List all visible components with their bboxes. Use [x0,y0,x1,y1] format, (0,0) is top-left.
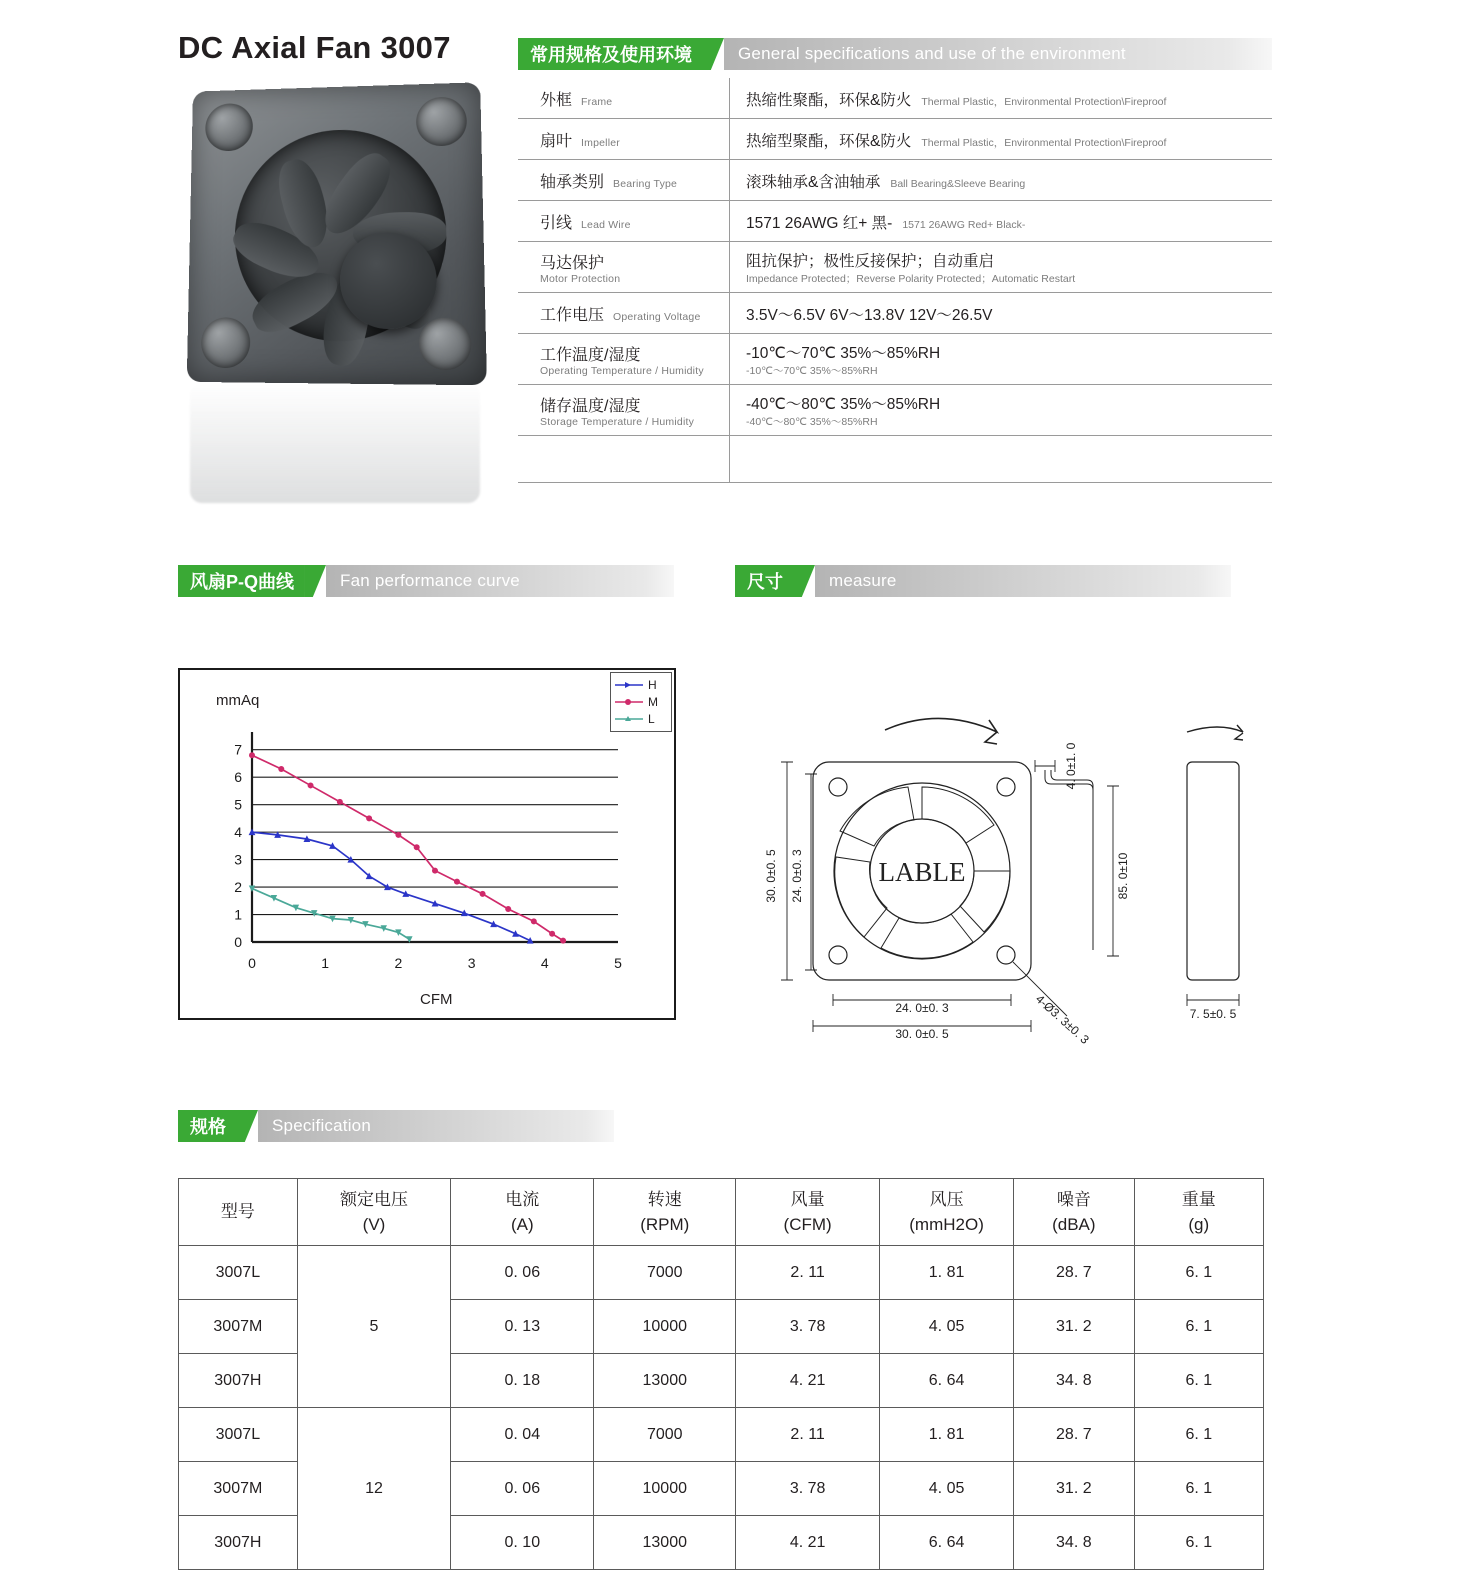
legend-label-m: M [648,695,658,709]
header-noise-cn: 噪音 [1056,1189,1091,1209]
cell-cfm: 3. 78 [736,1462,880,1516]
cell-pressure: 4. 05 [880,1462,1014,1516]
table-header-row [179,1179,1264,1246]
fan-frame [187,82,487,385]
dim-lead-offset: 4. 0±1. 0 [1064,742,1078,790]
row-value-cn: -10℃～70℃ 35%～85%RH [746,345,941,362]
cell-rpm: 13000 [594,1516,736,1570]
dim-front-height: 30. 0±0. 5 [764,849,778,903]
row-value [730,334,1272,384]
svg-text:4: 4 [234,824,242,841]
header-pressure-cn: 风压 [929,1189,964,1209]
cell-cfm: 3. 78 [736,1300,880,1354]
dim-hole: 4-Ø3. 3±0. 3 [1032,991,1092,1047]
row-label-cn: 工作温度/湿度 [540,347,641,364]
svg-text:2: 2 [234,879,242,896]
header-weight-unit: (g) [1188,1215,1210,1234]
cell-weight: 6. 1 [1134,1516,1263,1570]
row-label [518,385,730,435]
table-row [518,385,1272,436]
row-value [730,293,1272,333]
chart-plot-area [180,670,674,1018]
dim-lead-length: 85. 0±10 [1116,852,1130,900]
cell-rpm: 13000 [594,1354,736,1408]
dim-thickness: 7. 5±0. 5 [1189,1007,1237,1021]
svg-text:0: 0 [248,955,256,971]
row-value [730,160,1272,200]
row-value [730,242,1272,292]
cell-weight: 6. 1 [1134,1408,1263,1462]
cell-cfm: 2. 11 [736,1408,880,1462]
row-label [518,201,730,241]
specification-table [178,1178,1264,1570]
row-value-en: -40℃～80℃ 35%～85%RH [746,416,878,428]
banner-specification [178,1110,614,1142]
banner-curve-en: Fan performance curve [326,565,674,597]
row-label-en: Storage Temperature / Humidity [540,416,695,428]
row-label [518,160,730,200]
table-row [518,201,1272,242]
pq-chart [178,668,676,1020]
row-label-cn: 储存温度/湿度 [540,398,641,415]
row-value-empty [730,436,1272,482]
banner-slant-icon [702,38,724,70]
row-value-cn: 热缩性聚酯，环保&防火 [746,91,912,109]
cell-cfm: 4. 21 [736,1516,880,1570]
chart-ylabel: mmAq [216,692,260,709]
row-label-en: Operating Voltage [613,311,701,323]
header-model [179,1179,298,1246]
cell-rpm: 10000 [594,1300,736,1354]
chart-legend [610,672,672,732]
row-value-cn: 阻抗保护；极性反接保护；自动重启 [746,253,995,270]
row-value-cn: 3.5V～6.5V 6V～13.8V 12V～26.5V [746,306,993,324]
row-value-cn: 滚珠轴承&含油轴承 [746,173,881,191]
table-row [518,160,1272,201]
header-rpm-unit: (RPM) [640,1215,690,1234]
header-model-cn: 型号 [220,1202,255,1222]
cell-weight: 6. 1 [1134,1246,1263,1300]
row-value-cn: -40℃～80℃ 35%～85%RH [746,396,941,413]
header-rpm [594,1179,736,1246]
svg-text:5: 5 [234,796,242,813]
header-pressure-unit: (mmH2O) [909,1215,984,1234]
cell-noise: 28. 7 [1014,1408,1134,1462]
row-label-cn: 扇叶 [540,133,573,150]
row-label [518,242,730,292]
row-value-cn: 1571 26AWG 红+ 黑- [746,214,893,232]
mounting-hole-icon [416,96,467,146]
svg-text:1: 1 [234,906,242,923]
row-label-cn: 马达保护 [540,255,605,272]
banner-curve-cn: 风扇P-Q曲线 [178,565,304,597]
dim-inner-width: 24. 0±0. 3 [895,1001,949,1015]
row-value-en: Impedance Protected；Reverse Polarity Protected；Automatic Restart [746,273,1076,285]
fan-reflection [190,383,480,503]
dim-front-width: 30. 0±0. 5 [895,1027,949,1041]
table-row [518,78,1272,119]
banner-spec-en: Specification [258,1110,614,1142]
cell-rpm: 10000 [594,1462,736,1516]
table-row [179,1408,1264,1462]
cell-current: 0. 13 [451,1300,594,1354]
cell-noise: 31. 2 [1014,1300,1134,1354]
cell-rpm: 7000 [594,1408,736,1462]
row-value [730,385,1272,435]
row-value-en: Thermal Plastic，Environmental Protection\Fireproof [921,136,1167,149]
svg-text:1: 1 [321,955,330,971]
header-cfm [736,1179,880,1246]
row-value-en: 1571 26AWG Red+ Black- [902,218,1026,231]
cell-model: 3007L [179,1246,298,1300]
header-weight-cn: 重量 [1181,1189,1216,1209]
cell-noise: 34. 8 [1014,1354,1134,1408]
banner-slant-icon [793,565,815,597]
banner-general-cn: 常用规格及使用环境 [518,38,702,70]
mounting-hole-icon [201,317,251,368]
header-cfm-cn: 风量 [790,1189,825,1209]
cell-current: 0. 18 [451,1354,594,1408]
header-noise-unit: (dBA) [1052,1215,1096,1234]
row-label [518,78,730,118]
cell-weight: 6. 1 [1134,1462,1263,1516]
row-label-en: Bearing Type [613,178,678,190]
banner-fan-performance-curve [178,565,674,597]
legend-item-m [615,695,671,709]
row-label-cn: 工作电压 [540,307,605,324]
svg-text:4: 4 [540,955,549,971]
cell-current: 0. 04 [451,1408,594,1462]
header-current-cn: 电流 [505,1189,540,1209]
legend-label-l: L [648,712,655,726]
row-label [518,119,730,159]
banner-measure-cn: 尺寸 [735,565,793,597]
row-label-en: Impeller [581,137,620,149]
fan-product-image [178,75,493,395]
svg-text:3: 3 [467,955,476,971]
cell-weight: 6. 1 [1134,1354,1263,1408]
mounting-hole-icon [419,318,472,371]
table-row [179,1246,1264,1300]
page-title: DC Axial Fan 3007 [178,30,451,65]
cell-cfm: 2. 11 [736,1246,880,1300]
row-label-cn: 外框 [540,92,573,109]
svg-text:5: 5 [614,955,622,971]
row-value-en: Ball Bearing&Sleeve Bearing [890,177,1026,190]
cell-pressure: 1. 81 [880,1246,1014,1300]
banner-general-specifications [518,38,1272,70]
row-value-en: Thermal Plastic，Environmental Protection\Fireproof [921,95,1167,108]
cell-model: 3007H [179,1354,298,1408]
cell-noise: 28. 7 [1014,1246,1134,1300]
svg-text:2: 2 [394,955,403,971]
svg-text:0: 0 [234,934,242,950]
banner-measure-en: measure [815,565,1231,597]
general-specification-table [518,78,1272,483]
header-current [451,1179,594,1246]
legend-item-h [615,678,671,692]
banner-slant-icon [236,1110,258,1142]
row-value [730,78,1272,118]
chart-xlabel: CFM [420,991,453,1008]
row-value-cn: 热缩型聚酯，环保&防火 [746,132,912,150]
banner-measure [735,565,1231,597]
cell-current: 0. 06 [451,1462,594,1516]
cell-weight: 6. 1 [1134,1300,1263,1354]
cell-pressure: 6. 64 [880,1354,1014,1408]
header-noise [1014,1179,1134,1246]
banner-slant-icon [304,565,326,597]
row-value [730,119,1272,159]
cell-voltage: 12 [297,1408,451,1570]
legend-label-h: H [648,678,657,692]
cell-voltage: 5 [297,1246,451,1408]
cell-current: 0. 06 [451,1246,594,1300]
cell-model: 3007M [179,1300,298,1354]
table-row-spacer [518,436,1272,483]
cell-current: 0. 10 [451,1516,594,1570]
header-voltage [297,1179,451,1246]
cell-noise: 34. 8 [1014,1516,1134,1570]
header-rpm-cn: 转速 [647,1189,682,1209]
row-label-en: Motor Protection [540,273,621,285]
svg-text:7: 7 [234,741,242,758]
table-row [518,119,1272,160]
header-voltage-cn: 额定电压 [340,1189,408,1209]
header-weight [1134,1179,1263,1246]
dimension-drawings [735,700,1275,1070]
mounting-hole-icon [205,103,253,152]
row-label-en: Frame [581,96,613,108]
label-text: LABLE [878,857,966,887]
banner-general-en: General specifications and use of the environment [724,38,1272,70]
row-label-empty [518,436,730,482]
row-value [730,201,1272,241]
cell-pressure: 1. 81 [880,1408,1014,1462]
row-label-cn: 轴承类别 [540,174,605,191]
header-current-unit: (A) [510,1215,534,1234]
header-pressure [880,1179,1014,1246]
table-row [518,293,1272,334]
cell-model: 3007H [179,1516,298,1570]
cell-rpm: 7000 [594,1246,736,1300]
header-cfm-unit: (CFM) [783,1215,832,1234]
row-value-en: -10℃～70℃ 35%～85%RH [746,365,878,377]
cell-model: 3007L [179,1408,298,1462]
table-row [518,334,1272,385]
header-voltage-unit: (V) [362,1215,386,1234]
cell-pressure: 4. 05 [880,1300,1014,1354]
cell-model: 3007M [179,1462,298,1516]
cell-pressure: 6. 64 [880,1516,1014,1570]
dim-inner-height: 24. 0±0. 3 [790,849,804,903]
row-label-en: Lead Wire [581,219,631,231]
row-label [518,293,730,333]
cell-noise: 31. 2 [1014,1462,1134,1516]
legend-item-l [615,712,671,726]
fan-impeller [233,127,448,342]
table-row [518,242,1272,293]
svg-text:3: 3 [234,851,242,868]
cell-cfm: 4. 21 [736,1354,880,1408]
svg-text:6: 6 [234,769,242,786]
row-label-en: Operating Temperature / Humidity [540,365,704,377]
fan-hub [340,232,438,329]
row-label [518,334,730,384]
row-label-cn: 引线 [540,215,573,232]
banner-spec-cn: 规格 [178,1110,236,1142]
